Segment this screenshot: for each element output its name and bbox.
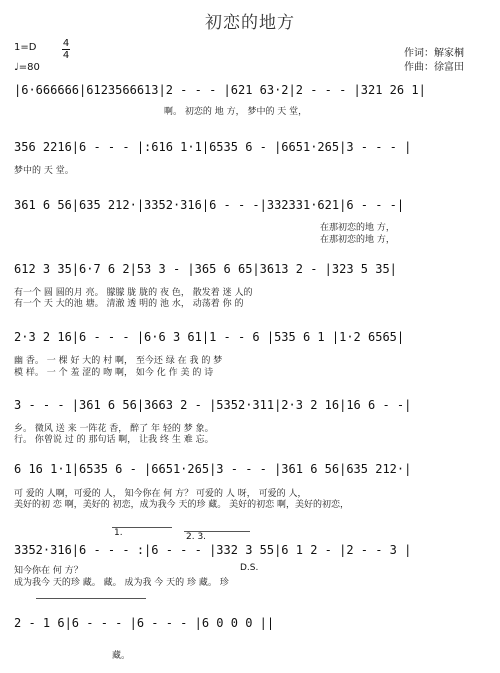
lyricist-credit: 作词：解家桐 — [404, 48, 464, 59]
composer-credit: 作曲：徐富田 — [404, 62, 464, 73]
score-row-8-lyrics-2: 成为我今 天的珍 藏。 藏。 成为我 今 天的 珍 藏。 珍 — [14, 578, 229, 588]
key-signature: 1=D — [14, 42, 37, 53]
score-row-7-notes: 6 16 1·1|6535 6 - |6651·265|3 - - - |361 6 56|635 212·| — [14, 462, 412, 476]
score-row-4-notes: 612 3 35|6·7 6 2|53 3 - |365 6 65|3613 2 - |323 5 35| — [14, 262, 397, 276]
score-row-5-notes: 2·3 2 16|6 - - - |6·6 3 61|1 - - 6 |535 6 1 |1·2 6565| — [14, 330, 405, 344]
score-row-3-notes: 361 6 56|635 212·|3352·316|6 - - -|332331·621|6 - - -| — [14, 198, 405, 212]
ds-marking: D.S. — [240, 563, 259, 573]
score-row-8-notes: 3352·316|6 - - - :|6 - - - |332 3 55|6 1 2 - |2 - - 3 | — [14, 543, 412, 557]
score-row-6-lyrics-1: 乡。 微风 送 来 一阵花 香， 醉了 年 轻的 梦 象。 — [14, 424, 214, 434]
volta-1-label: 1. — [114, 528, 123, 538]
time-signature-bottom: 4 — [62, 50, 70, 61]
score-row-9-notes: 2 - 1 6|6 - - - |6 - - - |6 0 0 0 || — [14, 616, 275, 630]
score-row-7-lyrics-1: 可 爱的 人啊，可爱的 人， 知今你在 何 方？ 可爱的 人 呀， 可爱的 人， — [14, 489, 307, 499]
score-row-1-lyrics-2: 啊。 初恋的 地 方， 梦中的 天 堂， — [164, 107, 308, 117]
score-row-7-lyrics-2: 美好的初 恋 啊，美好的 初恋，成为我今 天的珍 藏。 美好的初恋 啊，美好的初恋， — [14, 500, 350, 510]
score-row-3-lyrics-2: 在那初恋的地 方， — [320, 235, 395, 245]
score-row-5-lyrics-1: 幽 香。 一 棵 好 大的 村 啊， 至今还 绿 在 我 的 梦 — [14, 356, 223, 366]
song-title: 初恋的地方 — [205, 13, 295, 33]
time-signature-top: 4 — [62, 38, 70, 49]
score-row-5-lyrics-2: 模 样。 一 个 羞 涩的 吻 啊， 如今 化 作 美 的 诗 — [14, 368, 214, 378]
score-row-2-lyrics-1: 梦中的 天 堂。 — [14, 166, 74, 176]
score-row-1-notes: |6·666666|6123566613|2 - - - |621 63·2|2 - - - |321 26 1| — [14, 83, 426, 97]
score-row-2-notes: 356 2216|6 - - - |:616 1·1|6535 6 - |6651·265|3 - - - | — [14, 140, 412, 154]
tempo-marking: ♩=80 — [14, 62, 40, 73]
tie-arc-final — [36, 598, 146, 599]
volta-2-label: 2. 3. — [186, 532, 207, 542]
score-row-4-lyrics-1: 有一个 圆 圆的月 亮。 朦朦 胧 胧的 夜 色， 散发着 迷 人的 — [14, 288, 253, 298]
score-row-8-lyrics-1: 知今你在 何 方？ — [14, 566, 83, 576]
time-signature — [62, 38, 70, 61]
score-row-4-lyrics-2: 有一个 天 大的池 塘。 清澈 透 明的 池 水， 动荡着 你 的 — [14, 299, 244, 309]
score-row-3-lyrics-1: 在那初恋的地 方， — [320, 223, 395, 233]
score-row-9-lyrics-2: 藏。 — [112, 651, 131, 661]
score-row-6-notes: 3 - - - |361 6 56|3663 2 - |5352·311|2·3 2 16|16 6 - -| — [14, 398, 412, 412]
score-row-6-lyrics-2: 行。 你曾说 过 的 那句话 啊， 让我 终 生 难 忘。 — [14, 435, 214, 445]
